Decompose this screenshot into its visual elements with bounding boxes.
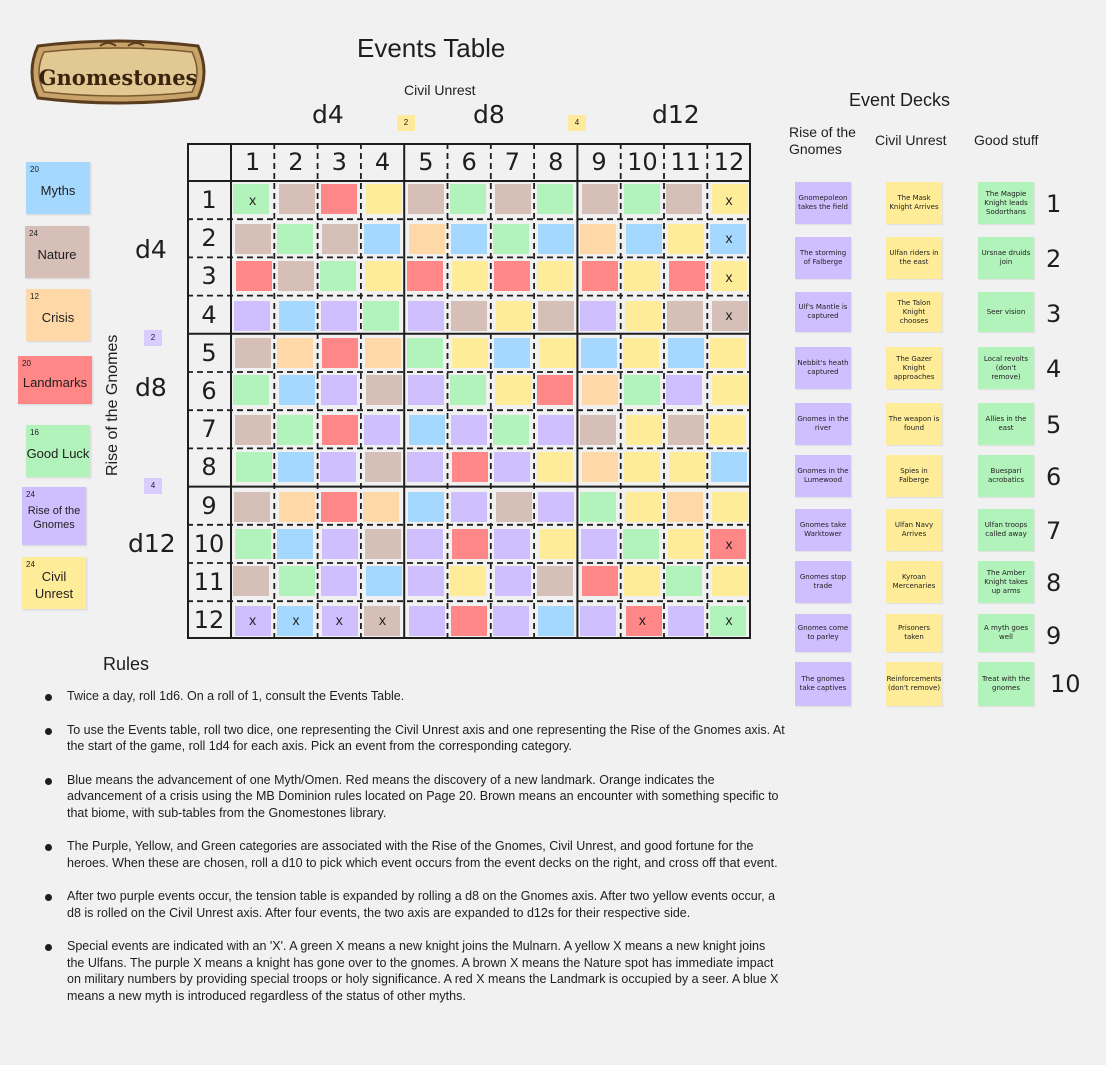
table-cell xyxy=(580,492,616,522)
special-event-x-mark: x xyxy=(725,268,733,285)
table-cell xyxy=(363,492,399,522)
table-cell xyxy=(582,452,618,482)
rise-d12-label: d12 xyxy=(128,529,176,558)
event-decks-title: Event Decks xyxy=(849,90,951,110)
logo-lettering: Gnomestones xyxy=(38,65,198,90)
civil-d4-label: d4 xyxy=(312,100,344,129)
deck-row-number: 5 xyxy=(1046,411,1062,439)
table-cell xyxy=(538,606,574,636)
legend-label: Crisis xyxy=(41,309,75,325)
table-cell xyxy=(452,338,488,368)
row-header: 1 xyxy=(201,186,217,215)
table-cell xyxy=(710,338,746,368)
row-header: 4 xyxy=(201,300,217,329)
table-cell xyxy=(666,566,702,596)
table-cell xyxy=(710,415,746,445)
table-cell xyxy=(493,415,529,445)
table-cell xyxy=(582,375,618,405)
row-header: 12 xyxy=(193,606,225,635)
table-cell xyxy=(366,566,402,596)
table-cell xyxy=(365,529,401,559)
table-cell xyxy=(452,529,488,559)
table-cell xyxy=(625,301,661,331)
deck-card-good: Buespari acrobatics xyxy=(978,455,1034,497)
table-cell xyxy=(366,375,402,405)
legend-good-luck xyxy=(26,425,90,477)
table-cell xyxy=(279,301,315,331)
column-header: 2 xyxy=(288,148,304,176)
table-cell xyxy=(409,606,445,636)
table-cell xyxy=(363,301,399,331)
deck-card-civil: Reinforcements (don't remove) xyxy=(886,662,942,706)
row-header: 5 xyxy=(201,338,217,367)
table-cell xyxy=(495,184,531,214)
table-cell xyxy=(233,566,269,596)
table-cell xyxy=(322,529,358,559)
table-cell xyxy=(626,224,662,254)
table-cell xyxy=(712,566,748,596)
table-cell xyxy=(408,184,444,214)
legend-count: 24 xyxy=(29,229,38,238)
table-cell xyxy=(364,415,400,445)
column-header: 8 xyxy=(548,148,564,176)
table-cell xyxy=(539,338,575,368)
table-cell xyxy=(278,452,314,482)
table-cell xyxy=(668,338,704,368)
table-cell xyxy=(409,224,445,254)
deck-card-good: The Magpie Knight leads Sodorthans xyxy=(978,182,1034,224)
table-cell xyxy=(623,529,659,559)
table-cell xyxy=(537,261,573,291)
table-cell xyxy=(494,452,530,482)
table-cell xyxy=(580,224,616,254)
table-cell xyxy=(409,415,445,445)
table-cell xyxy=(450,566,486,596)
table-cell xyxy=(235,224,271,254)
civil-threshold-tag: 4 xyxy=(568,115,586,131)
table-cell xyxy=(494,261,530,291)
deck-column-rise: Rise of the Gnomes xyxy=(789,124,856,157)
table-cell xyxy=(234,492,270,522)
table-cell xyxy=(625,492,661,522)
special-event-x-mark: x xyxy=(249,192,257,209)
table-cell xyxy=(496,492,532,522)
special-event-x-mark: x xyxy=(638,612,646,629)
table-cell xyxy=(320,452,356,482)
table-cell xyxy=(452,452,488,482)
table-cell xyxy=(666,184,702,214)
deck-row-number: 8 xyxy=(1046,569,1062,597)
legend-nature xyxy=(25,226,89,278)
deck-card-good: Local revolts (don't remove) xyxy=(978,347,1034,389)
rule-item: To use the Events table, roll two dice, one representing the Civil Unrest axis and one representing the Rise of the Gnomes axis. At the start of the game, roll 1d4 for each axis. Pick an event from the corresponding category. xyxy=(45,722,785,755)
table-cell xyxy=(580,415,616,445)
table-cell xyxy=(451,301,487,331)
rise-d4-label: d4 xyxy=(135,235,167,264)
table-cell xyxy=(277,338,313,368)
table-cell xyxy=(407,338,443,368)
table-cell xyxy=(277,415,313,445)
special-event-x-mark: x xyxy=(379,612,387,629)
deck-row-number: 1 xyxy=(1046,190,1062,218)
table-cell xyxy=(236,452,272,482)
table-cell xyxy=(236,261,272,291)
column-header: 11 xyxy=(670,148,701,176)
table-cell xyxy=(408,492,444,522)
deck-card-civil: The Gazer Knight approaches xyxy=(886,347,942,389)
table-cell xyxy=(537,452,573,482)
table-cell xyxy=(711,452,747,482)
table-cell xyxy=(321,566,357,596)
table-cell xyxy=(668,224,704,254)
table-cell xyxy=(450,375,486,405)
legend-count: 24 xyxy=(26,560,35,569)
row-header: 2 xyxy=(201,224,217,253)
table-cell xyxy=(538,301,574,331)
table-cell xyxy=(539,529,575,559)
table-cell xyxy=(581,338,617,368)
legend-label: Good Luck xyxy=(26,445,90,461)
table-cell xyxy=(712,492,748,522)
civil-unrest-axis-label: Civil Unrest xyxy=(404,82,476,98)
deck-card-good: Treat with the gnomes xyxy=(978,662,1034,706)
column-header: 4 xyxy=(374,148,391,176)
column-header: 1 xyxy=(245,148,261,176)
row-header: 3 xyxy=(201,262,217,291)
table-cell xyxy=(668,415,704,445)
table-cell xyxy=(712,375,748,405)
column-header: 12 xyxy=(713,148,745,176)
deck-card-civil: Spies in Falberge xyxy=(886,455,942,497)
row-header: 7 xyxy=(201,415,217,444)
legend-crisis xyxy=(26,289,90,341)
column-header: 3 xyxy=(331,148,347,176)
table-cell xyxy=(366,184,402,214)
deck-card-civil: The weapon is found xyxy=(886,403,942,445)
table-cell xyxy=(321,375,357,405)
legend-label: Rise of the Gnomes xyxy=(27,505,81,531)
table-cell xyxy=(450,184,486,214)
table-cell xyxy=(624,261,660,291)
legend-label: Myths xyxy=(40,182,76,198)
table-cell xyxy=(279,566,315,596)
table-cell xyxy=(279,492,315,522)
deck-row-number: 10 xyxy=(1050,670,1081,698)
table-cell xyxy=(667,492,703,522)
deck-card-good: Ursnae druids join xyxy=(978,237,1034,279)
table-cell xyxy=(277,529,313,559)
row-header: 8 xyxy=(201,453,217,482)
table-cell xyxy=(322,224,358,254)
table-cell xyxy=(537,566,573,596)
table-cell xyxy=(582,566,618,596)
table-cell xyxy=(408,566,444,596)
special-event-x-mark: x xyxy=(725,192,733,209)
legend-label: Nature xyxy=(37,246,77,262)
rise-threshold-tag: 2 xyxy=(144,330,162,346)
special-event-x-mark: x xyxy=(725,612,733,629)
deck-card-rise: Nebbit's heath captured xyxy=(795,347,851,389)
rise-threshold-tag: 4 xyxy=(144,478,162,494)
table-cell xyxy=(624,184,660,214)
deck-row-number: 6 xyxy=(1046,463,1062,491)
deck-row-number: 7 xyxy=(1046,517,1062,545)
deck-card-rise: Gnomes stop trade xyxy=(795,561,851,603)
table-cell xyxy=(580,301,616,331)
table-cell xyxy=(495,566,531,596)
table-cell xyxy=(407,261,443,291)
table-cell xyxy=(452,261,488,291)
table-cell xyxy=(407,452,443,482)
special-event-x-mark: x xyxy=(725,306,733,323)
column-header: 6 xyxy=(461,148,477,176)
events-table xyxy=(187,143,751,639)
deck-row-number: 3 xyxy=(1046,300,1062,328)
deck-card-good: Seer vision xyxy=(978,292,1034,332)
civil-d8-label: d8 xyxy=(473,100,505,129)
deck-card-rise: Gnomes take Warktower xyxy=(795,509,851,551)
rule-item: The Purple, Yellow, and Green categories are associated with the Rise of the Gnomes, Civil Unrest, and good fortune for the heroes. When these are chosen, roll a d10 to pick which event occurs from the event decks on the right, and cross off that event. xyxy=(45,838,785,871)
rule-item: Blue means the advancement of one Myth/Omen. Red means the discovery of a new landmark. Orange indicates the advancement of a crisis using the MB Dominion rules located on Page 20. Brown means an encounter with something specific to that biome, with sub-tables from the Gnomestones library. xyxy=(45,772,785,822)
legend-rise-of-the-gnomes xyxy=(22,487,86,545)
special-event-x-mark: x xyxy=(249,612,257,629)
table-cell xyxy=(320,261,356,291)
deck-card-rise: Gnomes in the Lumewood xyxy=(795,455,851,497)
table-cell xyxy=(321,492,357,522)
table-cell xyxy=(365,452,401,482)
deck-card-civil: Kyroan Mercenaries xyxy=(886,561,942,603)
table-cell xyxy=(451,606,487,636)
table-cell xyxy=(494,338,530,368)
legend-myths xyxy=(26,162,90,214)
page-title: Events Table xyxy=(357,33,506,63)
deck-card-civil: Ulfan Navy Arrives xyxy=(886,509,942,551)
deck-card-rise: The gnomes take captives xyxy=(795,662,851,706)
table-cell xyxy=(365,261,401,291)
table-cell xyxy=(408,375,444,405)
deck-card-civil: The Talon Knight chooses xyxy=(886,292,942,332)
table-cell xyxy=(537,184,573,214)
table-cell xyxy=(277,224,313,254)
row-header: 6 xyxy=(201,377,217,406)
table-cell xyxy=(493,606,529,636)
deck-card-rise: Gnomes come to parley xyxy=(795,614,851,652)
table-cell xyxy=(451,492,487,522)
deck-row-number: 9 xyxy=(1046,622,1062,650)
deck-row-number: 4 xyxy=(1046,355,1062,383)
legend-landmarks xyxy=(18,356,92,404)
table-cell xyxy=(279,375,315,405)
column-header: 9 xyxy=(591,148,607,176)
table-cell xyxy=(233,375,269,405)
table-cell xyxy=(538,415,574,445)
deck-card-good: A myth goes well xyxy=(978,614,1034,652)
table-cell xyxy=(365,338,401,368)
table-cell xyxy=(279,184,315,214)
rule-item: After two purple events occur, the tension table is expanded by rolling a d8 on the Gnomes axis. After two yellow events occur, a d8 is rolled on the Civil Unrest axis. After four events, the two axis are expanded to d12s for their respective side. xyxy=(45,888,785,921)
deck-column-civil: Civil Unrest xyxy=(875,132,947,148)
rule-item: Special events are indicated with an 'X'. A green X means a new knight joins the Mulnarn. A yellow X means a new knight joins the Ulfans. The purple X means a knight has gone over to the gnomes. A brown X means the Nature spot has immediate impact on military numbers by providing special troops or holy significance. A red X means the Landmark is occupied by a seer. A blue X means a new myth is introduced regardless of the status of other myths. xyxy=(45,938,785,1004)
deck-card-rise: Ulf's Mantle is captured xyxy=(795,292,851,332)
special-event-x-mark: x xyxy=(725,535,733,552)
legend-label: Landmarks xyxy=(22,374,88,390)
legend-count: 12 xyxy=(30,292,39,301)
table-cell xyxy=(235,529,271,559)
table-cell xyxy=(580,606,616,636)
table-cell xyxy=(624,566,660,596)
table-cell xyxy=(666,375,702,405)
table-cell xyxy=(408,301,444,331)
rise-d8-label: d8 xyxy=(135,373,167,402)
table-cell xyxy=(538,224,574,254)
table-cell xyxy=(669,261,705,291)
deck-card-rise: The storming of Falberge xyxy=(795,237,851,279)
legend-label: Civil Unrest xyxy=(34,569,74,601)
table-cell xyxy=(495,375,531,405)
special-event-x-mark: x xyxy=(335,612,343,629)
legend-count: 20 xyxy=(30,165,39,174)
table-cell xyxy=(623,338,659,368)
deck-column-good: Good stuff xyxy=(974,132,1039,148)
table-cell xyxy=(624,375,660,405)
table-cell xyxy=(582,184,618,214)
table-cell xyxy=(626,415,662,445)
rise-axis-label: Rise of the Gnomes xyxy=(104,334,121,476)
column-header: 7 xyxy=(504,148,521,176)
civil-threshold-tag: 2 xyxy=(397,115,415,131)
legend-count: 16 xyxy=(30,428,39,437)
table-cell xyxy=(278,261,314,291)
table-cell xyxy=(496,301,532,331)
table-cell xyxy=(451,415,487,445)
table-cell xyxy=(494,529,530,559)
deck-card-civil: Prisoners taken xyxy=(886,614,942,652)
table-cell xyxy=(668,529,704,559)
table-cell xyxy=(235,338,271,368)
legend-civil-unrest xyxy=(22,557,86,609)
table-cell xyxy=(538,492,574,522)
table-cell xyxy=(407,529,443,559)
table-cell xyxy=(364,224,400,254)
column-header: 5 xyxy=(418,148,434,176)
rules-title: Rules xyxy=(103,654,150,674)
gnomestones-logo xyxy=(28,38,208,106)
table-cell xyxy=(322,338,358,368)
column-header: 10 xyxy=(627,148,658,176)
deck-card-rise: Gnomes in the river xyxy=(795,403,851,445)
civil-d12-label: d12 xyxy=(652,100,700,129)
row-header: 9 xyxy=(201,491,217,520)
table-cell xyxy=(322,415,358,445)
deck-card-rise: Gnomepoleon takes the field xyxy=(795,182,851,224)
table-cell xyxy=(451,224,487,254)
legend-count: 20 xyxy=(22,359,31,368)
table-cell xyxy=(235,415,271,445)
special-event-x-mark: x xyxy=(292,612,300,629)
special-event-x-mark: x xyxy=(725,230,733,247)
deck-card-good: The Amber Knight takes up arms xyxy=(978,561,1034,603)
table-cell xyxy=(581,529,617,559)
row-header: 10 xyxy=(193,529,225,558)
table-cell xyxy=(582,261,618,291)
rule-item: Twice a day, roll 1d6. On a roll of 1, consult the Events Table. xyxy=(45,688,785,705)
table-cell xyxy=(493,224,529,254)
table-cell xyxy=(667,301,703,331)
table-cell xyxy=(537,375,573,405)
deck-card-good: Allies in the east xyxy=(978,403,1034,445)
rules-list xyxy=(45,688,785,1021)
deck-card-civil: The Mask Knight Arrives xyxy=(886,182,942,224)
deck-card-civil: Ulfan riders in the east xyxy=(886,237,942,279)
legend-count: 24 xyxy=(26,490,35,499)
table-cell xyxy=(624,452,660,482)
table-cell xyxy=(321,301,357,331)
table-cell xyxy=(321,184,357,214)
table-cell xyxy=(668,606,704,636)
deck-card-good: Ulfan troops called away xyxy=(978,509,1034,551)
table-cell xyxy=(234,301,270,331)
row-header: 11 xyxy=(193,568,225,597)
table-cell xyxy=(669,452,705,482)
deck-row-number: 2 xyxy=(1046,245,1062,273)
